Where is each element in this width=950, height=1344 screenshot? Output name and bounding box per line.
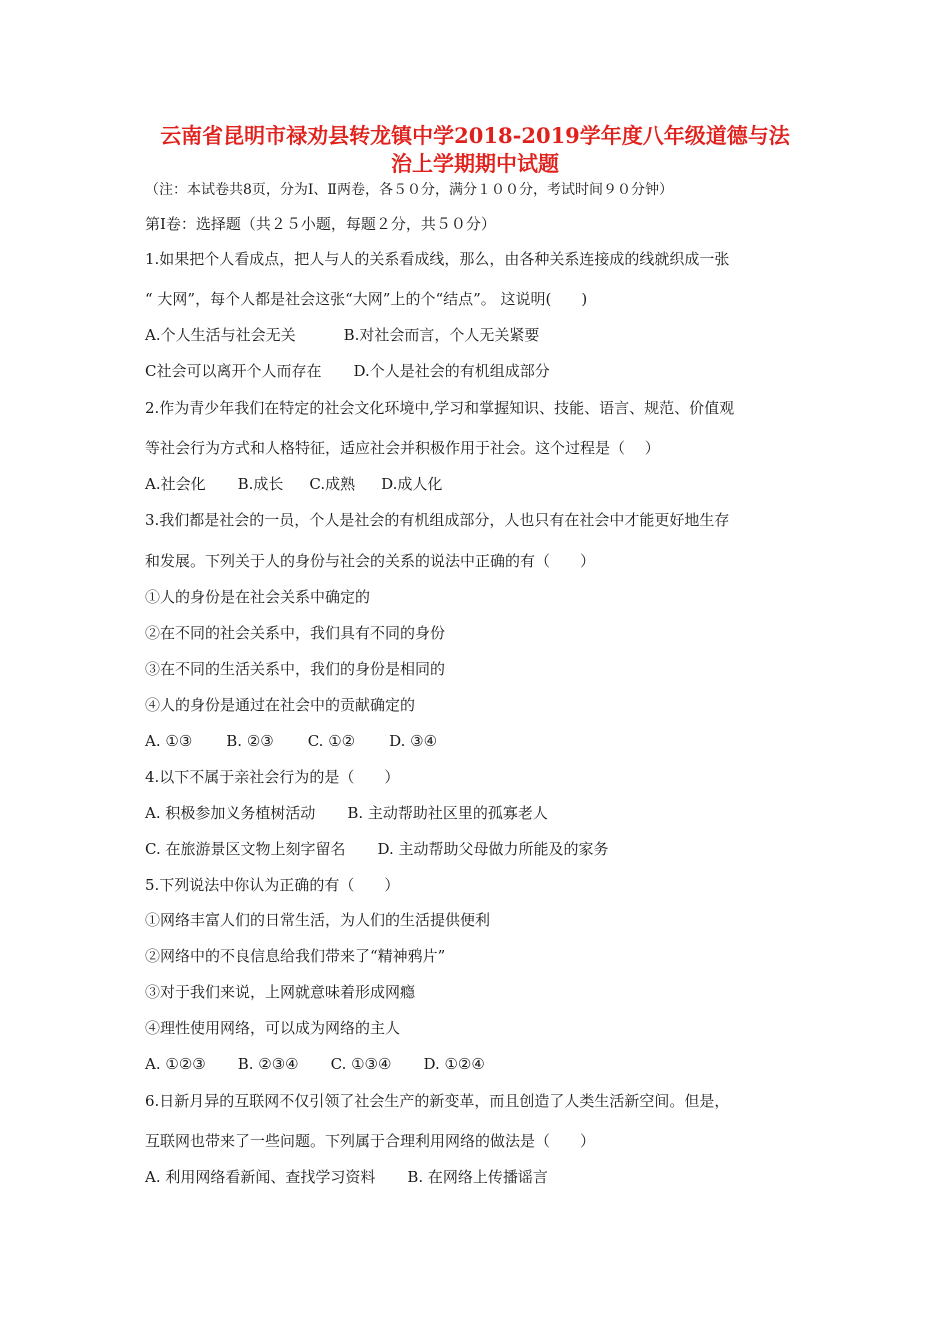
question-1-options-row2 bbox=[145, 361, 550, 381]
q6-option-a: A. 利用网络看新闻、查找学习资料 bbox=[145, 1168, 376, 1186]
q1-option-d: D.个人是社会的有机组成部分 bbox=[353, 362, 550, 380]
question-3-stem-line1: 3.我们都是社会的一员，个人是社会的有机组成部分，人也只有在社会中才能更好地生存 bbox=[145, 511, 730, 529]
q4-option-d: D. 主动帮助父母做力所能及的家务 bbox=[377, 840, 609, 858]
q3-option-a: A. ①③ bbox=[145, 732, 193, 750]
question-5-statement-3: ③对于我们来说，上网就意味着形成网瘾 bbox=[145, 983, 416, 1001]
q1-option-c: C社会可以离开个人而存在 bbox=[145, 362, 322, 380]
q2-option-b: B.成长 bbox=[237, 475, 284, 493]
question-5-statement-2: ②网络中的不良信息给我们带来了“精神鸦片” bbox=[145, 947, 446, 965]
q5-option-a: A. ①②③ bbox=[145, 1055, 206, 1073]
question-1-stem-line2: “ 大网”，每个人都是社会这张“大网”上的个“结点”。 这说明( ) bbox=[145, 290, 588, 308]
q3-option-b: B. ②③ bbox=[226, 732, 274, 750]
question-4-stem: 4.以下不属于亲社会行为的是（ ） bbox=[145, 768, 400, 786]
question-1-options-row1 bbox=[145, 325, 539, 345]
question-5-stem: 5.下列说法中你认为正确的有（ ） bbox=[145, 876, 400, 894]
question-3-statement-2: ②在不同的社会关系中，我们具有不同的身份 bbox=[145, 624, 446, 642]
question-3-options bbox=[145, 731, 437, 751]
question-2-options bbox=[145, 474, 442, 494]
q1-option-b: B.对社会而言，个人无关紧要 bbox=[343, 326, 540, 344]
q6-option-b: B. 在网络上传播谣言 bbox=[407, 1168, 548, 1186]
q5-option-d: D. ①②④ bbox=[423, 1055, 485, 1073]
question-3-statement-4: ④人的身份是通过在社会中的贡献确定的 bbox=[145, 696, 416, 714]
question-3-stem-line2: 和发展。下列关于人的身份与社会的关系的说法中正确的有（ ） bbox=[145, 552, 596, 570]
exam-title-line2: 治上学期期中试题 bbox=[391, 151, 559, 176]
question-4-options-row1 bbox=[145, 803, 548, 823]
q4-option-c: C. 在旅游景区文物上刻字留名 bbox=[145, 840, 346, 858]
question-6-options bbox=[145, 1167, 548, 1187]
q5-option-c: C. ①③④ bbox=[330, 1055, 392, 1073]
q2-option-a: A.社会化 bbox=[145, 475, 206, 493]
q4-option-a: A. 积极参加义务植树活动 bbox=[145, 804, 316, 822]
question-2-stem-line2: 等社会行为方式和人格特征，适应社会并积极作用于社会。这个过程是（ ） bbox=[145, 439, 660, 457]
question-1-stem-line1: 1.如果把个人看成点，把人与人的关系看成线，那么，由各种关系连接成的线就织成一张 bbox=[145, 250, 730, 268]
question-6-stem-line1: 6.日新月异的互联网不仅引领了社会生产的新变革，而且创造了人类生活新空间。但是， bbox=[145, 1092, 730, 1110]
question-5-statement-1: ①网络丰富人们的日常生活，为人们的生活提供便利 bbox=[145, 911, 491, 929]
q3-option-c: C. ①② bbox=[307, 732, 356, 750]
question-5-options bbox=[145, 1054, 485, 1074]
q3-option-d: D. ③④ bbox=[389, 732, 438, 750]
q5-option-b: B. ②③④ bbox=[237, 1055, 299, 1073]
q2-option-c: C.成熟 bbox=[309, 475, 356, 493]
question-3-statement-3: ③在不同的生活关系中，我们的身份是相同的 bbox=[145, 660, 446, 678]
question-4-options-row2 bbox=[145, 839, 609, 859]
question-5-statement-4: ④理性使用网络，可以成为网络的主人 bbox=[145, 1019, 401, 1037]
question-6-stem-line2: 互联网也带来了一些问题。下列属于合理利用网络的做法是（ ） bbox=[145, 1132, 596, 1150]
q1-option-a: A.个人生活与社会无关 bbox=[145, 326, 296, 344]
q4-option-b: B. 主动帮助社区里的孤寡老人 bbox=[347, 804, 548, 822]
q2-option-d: D.成人化 bbox=[381, 475, 443, 493]
section-heading: 第Ⅰ卷：选择题（共２５小题，每题２分，共５０分） bbox=[145, 215, 496, 233]
exam-note: （注：本试卷共8页，分为Ⅰ、Ⅱ两卷，各５０分，满分１００分，考试时间９０分钟） bbox=[145, 182, 673, 198]
question-3-statement-1: ①人的身份是在社会关系中确定的 bbox=[145, 588, 371, 606]
exam-title-line1: 云南省昆明市禄劝县转龙镇中学2018-2019学年度八年级道德与法 bbox=[160, 123, 790, 148]
question-2-stem-line1: 2.作为青少年我们在特定的社会文化环境中,学习和掌握知识、技能、语言、规范、价值观 bbox=[145, 399, 735, 417]
